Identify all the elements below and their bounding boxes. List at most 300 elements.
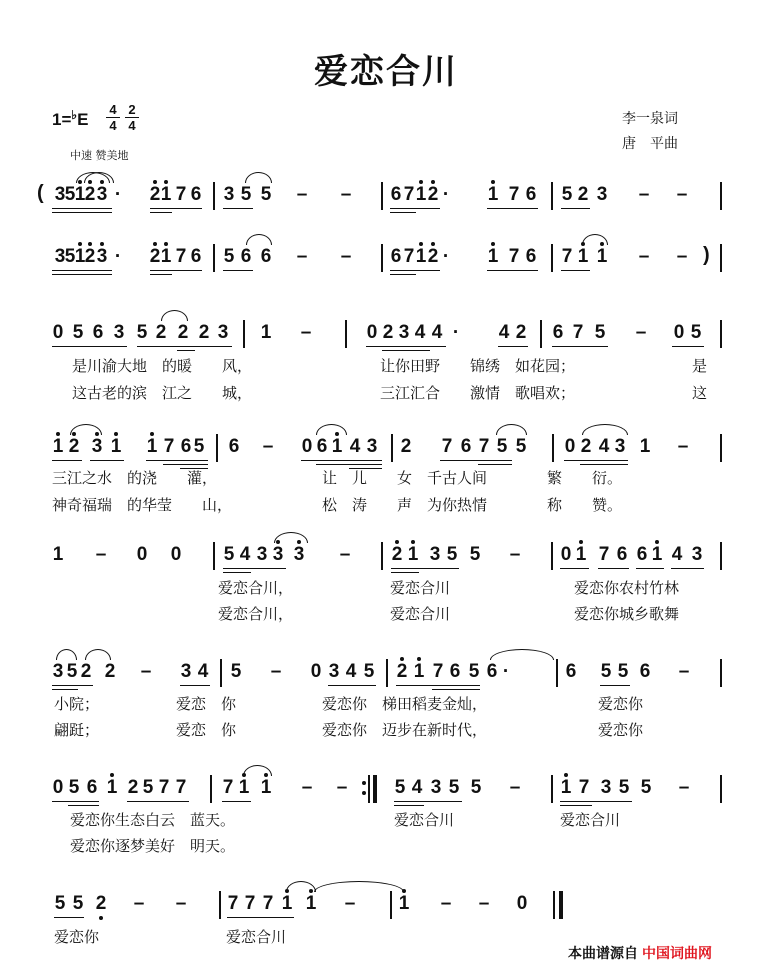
score-line <box>0 430 772 470</box>
score-line <box>0 316 772 356</box>
lyric-text: 爱恋你 迈步在新时代， <box>322 721 488 739</box>
octave-up-dot <box>153 180 157 184</box>
beam-underline <box>52 689 78 690</box>
tie-slur <box>56 649 77 660</box>
barline <box>720 434 722 462</box>
note: 5 <box>394 777 406 798</box>
beam-underline <box>394 801 462 802</box>
barline <box>220 659 222 687</box>
note: 3 <box>691 544 703 565</box>
note: 6 <box>390 184 402 205</box>
beam-underline <box>390 270 440 271</box>
dash-sustain: – <box>140 661 152 682</box>
beam-underline <box>487 208 538 209</box>
octave-up-dot <box>400 657 404 661</box>
note: 5 <box>690 322 702 343</box>
note: 1 <box>573 544 589 566</box>
note: 0 <box>52 777 64 798</box>
lyric-text: 这 <box>692 384 708 402</box>
note: 1 <box>396 893 412 915</box>
note: 5 <box>223 544 235 565</box>
note: 5 <box>64 184 76 205</box>
tie-slur <box>161 310 188 321</box>
augmentation-dot: · <box>114 246 122 267</box>
note: 5 <box>600 661 612 682</box>
lyricist-credit: 李一泉词 <box>622 111 678 127</box>
dash-sustain: – <box>270 661 282 682</box>
tie-slur <box>70 424 102 435</box>
note: 1 <box>649 544 665 566</box>
note: 7 <box>441 436 453 457</box>
beam-underline <box>90 460 124 461</box>
beam-underline <box>432 689 480 690</box>
lyric-text: 是 <box>692 357 708 375</box>
note: 1 <box>485 246 501 268</box>
octave-up-dot <box>110 773 114 777</box>
flat-sign: ♭ <box>71 108 78 122</box>
beam-underline <box>316 464 382 465</box>
note: 2 <box>382 322 394 343</box>
note: 5 <box>64 246 76 267</box>
barline <box>381 244 383 272</box>
barline <box>551 182 553 210</box>
note: 7 <box>403 184 415 205</box>
octave-up-dot <box>417 657 421 661</box>
note: 1 <box>158 246 174 268</box>
beam-underline <box>52 801 99 802</box>
tie-slur <box>582 234 608 245</box>
barline <box>381 182 383 210</box>
score-line <box>0 178 772 218</box>
beam-underline <box>52 685 93 686</box>
beam-underline <box>150 212 172 213</box>
note: 0 <box>564 436 576 457</box>
note: 5 <box>468 661 480 682</box>
note: 6 <box>565 661 577 682</box>
time-signature-4-4 <box>106 102 120 133</box>
beam-underline <box>163 464 208 465</box>
note: 3 <box>429 544 441 565</box>
note: 1 <box>485 184 501 206</box>
note: 1 <box>411 661 427 683</box>
lyric-text: 爱恋你 <box>54 928 100 946</box>
beam-underline <box>52 460 82 461</box>
lyric-text: 小院； <box>54 695 100 713</box>
note: 6 <box>525 184 537 205</box>
beam-underline <box>222 801 251 802</box>
note: 0 <box>673 322 685 343</box>
note: 7 <box>561 246 573 267</box>
octave-up-dot <box>411 540 415 544</box>
beam-underline <box>440 460 512 461</box>
lyric-text: 爱恋合川， <box>218 605 294 623</box>
lyric-text: 三江之水 的浇 灌， <box>52 469 218 487</box>
note: 5 <box>230 661 242 682</box>
note: 7 <box>478 436 490 457</box>
note: 7 <box>508 184 520 205</box>
note: 1 <box>236 777 252 799</box>
key-note: E <box>77 110 89 129</box>
dash-sustain: – <box>678 777 690 798</box>
lyric-text: 这古老的滨 江之 城， <box>72 384 253 402</box>
beam-underline <box>127 801 189 802</box>
note: 5 <box>446 544 458 565</box>
tie-slur <box>85 649 111 660</box>
octave-up-dot <box>655 540 659 544</box>
bracket: ( <box>37 182 44 204</box>
octave-up-dot <box>491 242 495 246</box>
note: 1 <box>158 184 174 206</box>
note: 3 <box>52 661 64 682</box>
note: 1 <box>260 322 272 343</box>
beam-underline <box>478 464 512 465</box>
beam-underline <box>580 464 628 465</box>
augmentation-dot: · <box>502 661 510 682</box>
note: 6 <box>552 322 564 343</box>
octave-up-dot <box>88 242 92 246</box>
octave-up-dot <box>100 242 104 246</box>
beam-underline <box>560 801 632 802</box>
lyric-text: 爱恋合川 <box>390 579 451 597</box>
note: 4 <box>197 661 209 682</box>
tie-slur <box>243 765 272 776</box>
barline <box>368 775 370 803</box>
note: 2 <box>82 184 98 206</box>
dash-sustain: – <box>678 661 690 682</box>
dash-sustain: – <box>301 777 313 798</box>
bracket: ) <box>703 244 710 266</box>
beam-underline <box>223 572 251 573</box>
beam-underline <box>391 572 419 573</box>
note: 7 <box>508 246 520 267</box>
octave-up-dot <box>164 180 168 184</box>
barline <box>391 434 393 462</box>
octave-up-dot <box>491 180 495 184</box>
dash-sustain: – <box>509 777 521 798</box>
beam-underline <box>137 346 232 347</box>
note: 1 <box>52 544 64 565</box>
note: 2 <box>389 544 405 566</box>
beam-underline <box>671 568 704 569</box>
note: 7 <box>163 436 175 457</box>
beam-underline <box>394 805 424 806</box>
note: 6 <box>180 436 192 457</box>
beam-underline <box>498 346 528 347</box>
note: 5 <box>617 661 629 682</box>
dash-sustain: – <box>296 184 308 205</box>
octave-up-dot <box>564 773 568 777</box>
barline <box>216 434 218 462</box>
lyric-text: 爱恋你 梯田稻麦金灿， <box>322 695 488 713</box>
dash-sustain: – <box>296 246 308 267</box>
octave-up-dot <box>150 432 154 436</box>
lyric-text: 爱恋合川 <box>390 605 451 623</box>
note: 1 <box>329 436 345 458</box>
score-line <box>0 887 772 927</box>
note: 0 <box>170 544 182 565</box>
barline <box>720 775 722 803</box>
note: 5 <box>72 893 84 914</box>
lyric-text: 让 儿 女 千古人间 繁 衍。 <box>322 469 623 487</box>
tie-slur <box>84 172 114 183</box>
note: 0 <box>560 544 572 565</box>
dash-sustain: – <box>339 544 351 565</box>
tie-slur <box>314 881 404 892</box>
beam-underline <box>150 274 172 275</box>
score-line <box>0 240 772 280</box>
lyric-text: 爱恋你生态白云 蓝天。 <box>70 811 236 829</box>
note: 0 <box>310 661 322 682</box>
octave-up-dot <box>56 432 60 436</box>
note: 5 <box>470 777 482 798</box>
octave-up-dot <box>153 242 157 246</box>
dash-sustain: – <box>638 246 650 267</box>
lyric-text: 是川渝大地 的暖 风， <box>72 357 253 375</box>
note: 0 <box>366 322 378 343</box>
barline <box>540 320 542 348</box>
note: 5 <box>515 436 527 457</box>
song-title: 爱恋合川 <box>314 52 458 92</box>
barline <box>720 244 722 272</box>
dash-sustain: – <box>336 777 348 798</box>
dash-sustain: – <box>676 184 688 205</box>
note: 3 <box>430 777 442 798</box>
note: 2 <box>394 661 410 683</box>
barline <box>219 891 221 919</box>
dash-sustain: – <box>638 184 650 205</box>
lyric-text: 爱恋合川 <box>560 811 621 829</box>
repeat-dots <box>362 781 366 801</box>
dash-sustain: – <box>478 893 490 914</box>
note: 4 <box>671 544 683 565</box>
lyric-text: 爱恋 你 <box>176 695 237 713</box>
beam-underline <box>52 270 112 271</box>
note: 7 <box>158 777 170 798</box>
note: 5 <box>240 184 252 205</box>
note: 1 <box>405 544 421 566</box>
note: 2 <box>400 436 412 457</box>
octave-up-dot <box>419 242 423 246</box>
lyric-text: 爱恋合川， <box>218 579 294 597</box>
note: 2 <box>198 322 210 343</box>
beam-underline <box>560 805 592 806</box>
note: 2 <box>82 246 98 268</box>
key-signature <box>52 108 88 130</box>
beam-underline <box>598 568 629 569</box>
note: 2 <box>147 246 163 268</box>
barline <box>720 182 722 210</box>
barline <box>381 542 383 570</box>
note: 0 <box>52 322 64 343</box>
note: 3 <box>223 184 235 205</box>
tie-slur <box>286 881 316 892</box>
source-label: 本曲谱源自 <box>568 946 638 962</box>
dash-sustain: – <box>635 322 647 343</box>
note: 6 <box>240 246 252 267</box>
beam-underline <box>560 568 589 569</box>
beam-underline <box>391 568 459 569</box>
note: 6 <box>460 436 472 457</box>
note: 4 <box>498 322 510 343</box>
note: 6 <box>190 184 202 205</box>
lyric-text: 爱恋你农村竹林 <box>574 579 680 597</box>
note: 6 <box>228 436 240 457</box>
tie-slur <box>245 172 272 183</box>
note: 7 <box>403 246 415 267</box>
note: 3 <box>94 246 110 268</box>
note: 3 <box>596 184 608 205</box>
beam-underline <box>52 212 112 213</box>
note: 1 <box>594 246 610 268</box>
beam-underline <box>150 208 202 209</box>
note: 3 <box>94 184 110 206</box>
beam-underline <box>564 460 628 461</box>
octave-up-dot <box>395 540 399 544</box>
lyric-text: 爱恋你 <box>598 695 644 713</box>
score-line <box>0 655 772 695</box>
tie-slur <box>246 234 272 245</box>
lyric-text: 翩跹； <box>54 721 100 739</box>
note: 6 <box>190 246 202 267</box>
note: 3 <box>291 544 307 566</box>
note: 7 <box>175 184 187 205</box>
note: 6 <box>636 544 648 565</box>
note: 2 <box>147 184 163 206</box>
octave-up-dot <box>164 242 168 246</box>
octave-up-dot <box>431 242 435 246</box>
time-sig-top: 4 <box>109 102 117 117</box>
note: 3 <box>54 246 66 267</box>
note: 7 <box>578 777 590 798</box>
note: 6 <box>525 246 537 267</box>
beam-underline <box>177 350 195 351</box>
note: 1 <box>639 436 651 457</box>
beam-underline <box>552 346 608 347</box>
note: 1 <box>72 184 88 206</box>
barline <box>390 891 392 919</box>
note: 2 <box>80 661 92 682</box>
note: 6 <box>449 661 461 682</box>
note: 4 <box>598 436 610 457</box>
beam-underline <box>366 346 446 347</box>
barline <box>552 434 554 462</box>
note: 4 <box>239 544 251 565</box>
dash-sustain: – <box>340 184 352 205</box>
augmentation-dot: · <box>452 322 460 343</box>
note: 6 <box>616 544 628 565</box>
beam-underline <box>636 568 664 569</box>
barline <box>556 659 558 687</box>
dash-sustain: – <box>262 436 274 457</box>
barline <box>553 891 555 919</box>
tempo-marking: 中速 赞美地 <box>70 149 129 162</box>
note: 5 <box>496 436 508 457</box>
score-line <box>0 771 772 811</box>
note: 3 <box>614 436 626 457</box>
note: 3 <box>180 661 192 682</box>
note: 1 <box>144 436 160 458</box>
beam-underline <box>52 346 127 347</box>
augmentation-dot: · <box>442 246 450 267</box>
note: 5 <box>72 322 84 343</box>
octave-up-dot <box>431 180 435 184</box>
note: 3 <box>366 436 378 457</box>
barline <box>551 244 553 272</box>
note: 3 <box>328 661 340 682</box>
augmentation-dot: · <box>442 184 450 205</box>
final-barline <box>373 775 377 803</box>
tie-slur <box>496 424 527 435</box>
lyric-text: 神奇福瑞 的华莹 山， <box>52 496 233 514</box>
beam-underline <box>561 208 590 209</box>
note: 5 <box>561 184 573 205</box>
dash-sustain: – <box>300 322 312 343</box>
note: 7 <box>175 246 187 267</box>
beam-underline <box>68 805 99 806</box>
lyric-text: 松 涛 声 为你热情 称 赞。 <box>322 496 623 514</box>
note: 5 <box>618 777 630 798</box>
note: 3 <box>217 322 229 343</box>
note: 1 <box>108 436 124 458</box>
beam-underline <box>301 460 382 461</box>
note: 2 <box>577 184 589 205</box>
note: 1 <box>72 246 88 268</box>
time-sig-bottom: 4 <box>106 117 120 133</box>
note: 2 <box>515 322 527 343</box>
note: 2 <box>66 436 82 458</box>
source-site-link[interactable]: 中国词曲网 <box>642 946 712 962</box>
note: 3 <box>270 544 286 566</box>
note: 2 <box>93 893 109 915</box>
note: 5 <box>260 184 272 205</box>
note: 1 <box>303 893 319 915</box>
note: 5 <box>54 893 66 914</box>
note: 3 <box>113 322 125 343</box>
beam-underline <box>180 685 210 686</box>
note: 4 <box>345 661 357 682</box>
octave-up-dot <box>419 180 423 184</box>
tie-slur <box>582 424 628 435</box>
beam-underline <box>600 685 630 686</box>
dash-sustain: – <box>340 246 352 267</box>
note: 7 <box>262 893 274 914</box>
time-sig-top: 2 <box>128 102 136 117</box>
note: 7 <box>222 777 234 798</box>
lyric-text: 爱恋你逐梦美好 明天。 <box>70 837 236 855</box>
barline <box>243 320 245 348</box>
barline <box>345 320 347 348</box>
note: 0 <box>136 544 148 565</box>
note: 5 <box>193 436 205 457</box>
composer-credit: 唐 平曲 <box>622 136 678 152</box>
barline <box>720 542 722 570</box>
note: 3 <box>600 777 612 798</box>
note: 3 <box>54 184 66 205</box>
note: 4 <box>414 322 426 343</box>
note: 2 <box>580 436 592 457</box>
time-signature-2-4 <box>125 102 139 133</box>
note: 7 <box>598 544 610 565</box>
time-sig-bottom: 4 <box>125 117 139 133</box>
tie-slur <box>316 424 347 435</box>
note: 1 <box>575 246 591 268</box>
barline <box>551 775 553 803</box>
beam-underline <box>390 212 416 213</box>
note: 7 <box>175 777 187 798</box>
note: 5 <box>66 661 78 682</box>
beam-underline <box>223 208 253 209</box>
note: 7 <box>572 322 584 343</box>
